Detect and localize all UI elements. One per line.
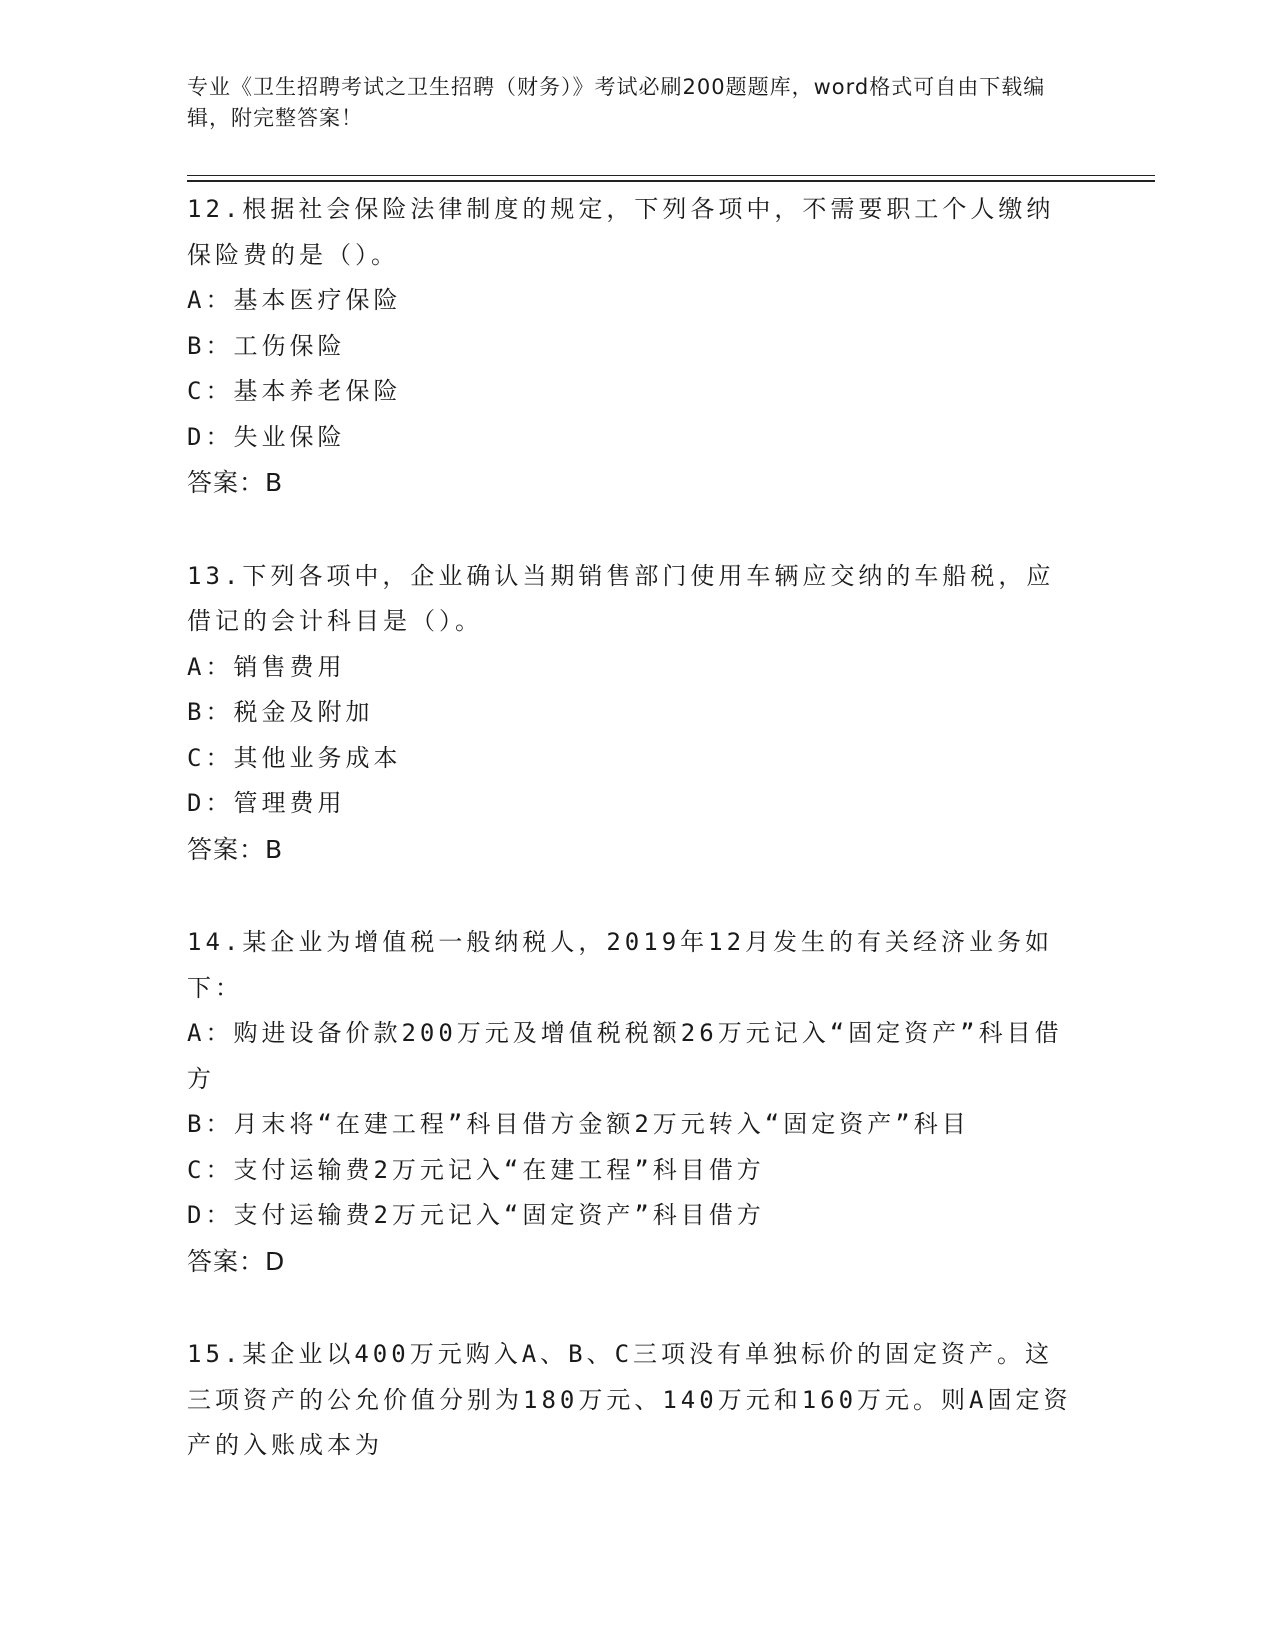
option-c: C：其他业务成本 [187, 743, 402, 772]
header-divider [187, 175, 1155, 182]
question-12 [187, 187, 1087, 506]
question-stem: 13.下列各项中，企业确认当期销售部门使用车辆应交纳的车船税，应借记的会计科目是（）。 [187, 561, 1055, 635]
question-13 [187, 554, 1087, 873]
option-d: D：管理费用 [187, 789, 346, 817]
option-a: A：销售费用 [187, 652, 346, 681]
answer-text: 答案：B [187, 834, 284, 864]
option-d: D：失业保险 [187, 422, 346, 451]
option-b: B：工伤保险 [187, 331, 346, 360]
question-14 [187, 920, 1087, 1284]
question-stem: 14.某企业为增值税一般纳税人，2019年12月发生的有关经济业务如下： [187, 928, 1054, 1002]
document-header: 专业《卫生招聘考试之卫生招聘（财务）》考试必刷200题题库，word格式可自由下载编辑，附完整答案！ [187, 75, 1046, 130]
option-d: D：支付运输费2万元记入“固定资产”科目借方 [187, 1201, 765, 1229]
question-stem: 15.某企业以400万元购入A、B、C三项没有单独标价的固定资产。这三项资产的公允价值分别为180万元、140万元和160万元。则A固定资产的入账成本为 [187, 1340, 1072, 1459]
option-c: C：基本养老保险 [187, 377, 402, 405]
option-c: C：支付运输费2万元记入“在建工程”科目借方 [187, 1155, 765, 1184]
answer-text: 答案：B [187, 468, 284, 497]
option-a: A：购进设备价款200万元及增值税税额26万元记入“固定资产”科目借方 [187, 1019, 1063, 1093]
question-stem: 12.根据社会保险法律制度的规定，下列各项中，不需要职工个人缴纳保险费的是（）。 [187, 195, 1055, 269]
answer-text: 答案：D [187, 1246, 286, 1276]
option-a: A：基本医疗保险 [187, 286, 402, 314]
option-b: B：税金及附加 [187, 698, 374, 726]
option-b: B：月末将“在建工程”科目借方金额2万元转入“固定资产”科目 [187, 1110, 970, 1138]
question-list [187, 187, 1087, 1517]
question-15 [187, 1332, 1087, 1469]
